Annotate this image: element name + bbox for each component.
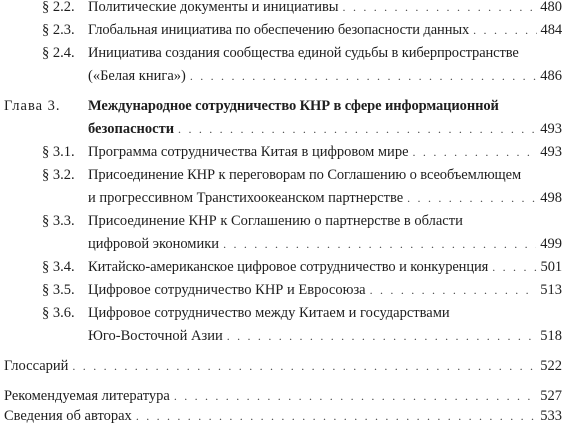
section-number: § 2.4. [42, 45, 75, 61]
section-number: § 2.3. [42, 22, 75, 38]
dot-leader [492, 257, 536, 277]
section-title: Глоссарий [4, 358, 69, 374]
dot-leader [190, 66, 536, 86]
page-number: 527 [540, 388, 562, 404]
dot-leader [174, 386, 536, 406]
section-number: § 3.6. [42, 305, 75, 321]
page-number: 486 [540, 68, 562, 84]
section-title-line-2: («Белая книга») [88, 68, 186, 84]
dot-leader [473, 20, 536, 40]
page-number: 484 [540, 22, 562, 38]
dot-leader [136, 406, 536, 426]
section-title: Цифровое сотрудничество КНР и Евросоюза [88, 282, 366, 298]
section-title: Политические документы и инициативы [88, 0, 339, 15]
section-title-line-1: Инициатива создания сообщества единой судьбы в киберпространстве [88, 45, 519, 61]
dot-leader [413, 142, 537, 162]
page-number: 501 [540, 259, 562, 275]
section-title-line-2: цифровой экономики [88, 236, 220, 252]
page-number: 513 [540, 282, 562, 298]
section-number: § 3.3. [42, 213, 75, 229]
section-title-line-1: Цифровое сотрудничество между Китаем и государствами [88, 305, 450, 321]
section-title: Рекомендуемая литература [4, 388, 170, 404]
dot-leader [370, 280, 537, 300]
page-number: 518 [540, 328, 562, 344]
page-number: 493 [540, 144, 562, 160]
page-number: 533 [540, 408, 562, 424]
chapter-title-line-2: безопасности [88, 121, 175, 137]
section-number: § 3.2. [42, 167, 75, 183]
section-number: § 3.5. [42, 282, 75, 298]
section-title-line-1: Присоединение КНР к переговорам по Соглашению о всеобъемлющем [88, 167, 522, 183]
section-title: Сведения об авторах [4, 408, 132, 424]
page-number: 480 [540, 0, 562, 15]
section-number: § 3.4. [42, 259, 75, 275]
page-number: 522 [540, 358, 562, 374]
section-title-line-1: Присоединение КНР к Соглашению о партнерстве в области [88, 213, 463, 229]
section-title: Программа сотрудничества Китая в цифровом мире [88, 144, 409, 160]
section-title: Китайско-американское цифровое сотрудничество и конкуренция [88, 259, 489, 275]
section-title-line-2: и прогрессивном Транстихоокеанском партнерстве [88, 190, 404, 206]
dot-leader [407, 188, 536, 208]
section-title: Глобальная инициатива по обеспечению безопасности данных [88, 22, 470, 38]
section-number: § 2.2. [42, 0, 75, 15]
page-number: 498 [540, 190, 562, 206]
page-number: 499 [540, 236, 562, 252]
dot-leader [178, 119, 536, 139]
dot-leader [227, 326, 537, 346]
section-number: § 3.1. [42, 144, 75, 160]
chapter-number: Глава 3. [4, 98, 61, 114]
chapter-title-line-1: Международное сотрудничество КНР в сфере информационной [88, 98, 499, 114]
page-number: 493 [540, 121, 562, 137]
dot-leader [343, 0, 537, 17]
dot-leader [72, 356, 536, 376]
section-title-line-2: Юго-Восточной Азии [88, 328, 223, 344]
dot-leader [223, 234, 536, 254]
